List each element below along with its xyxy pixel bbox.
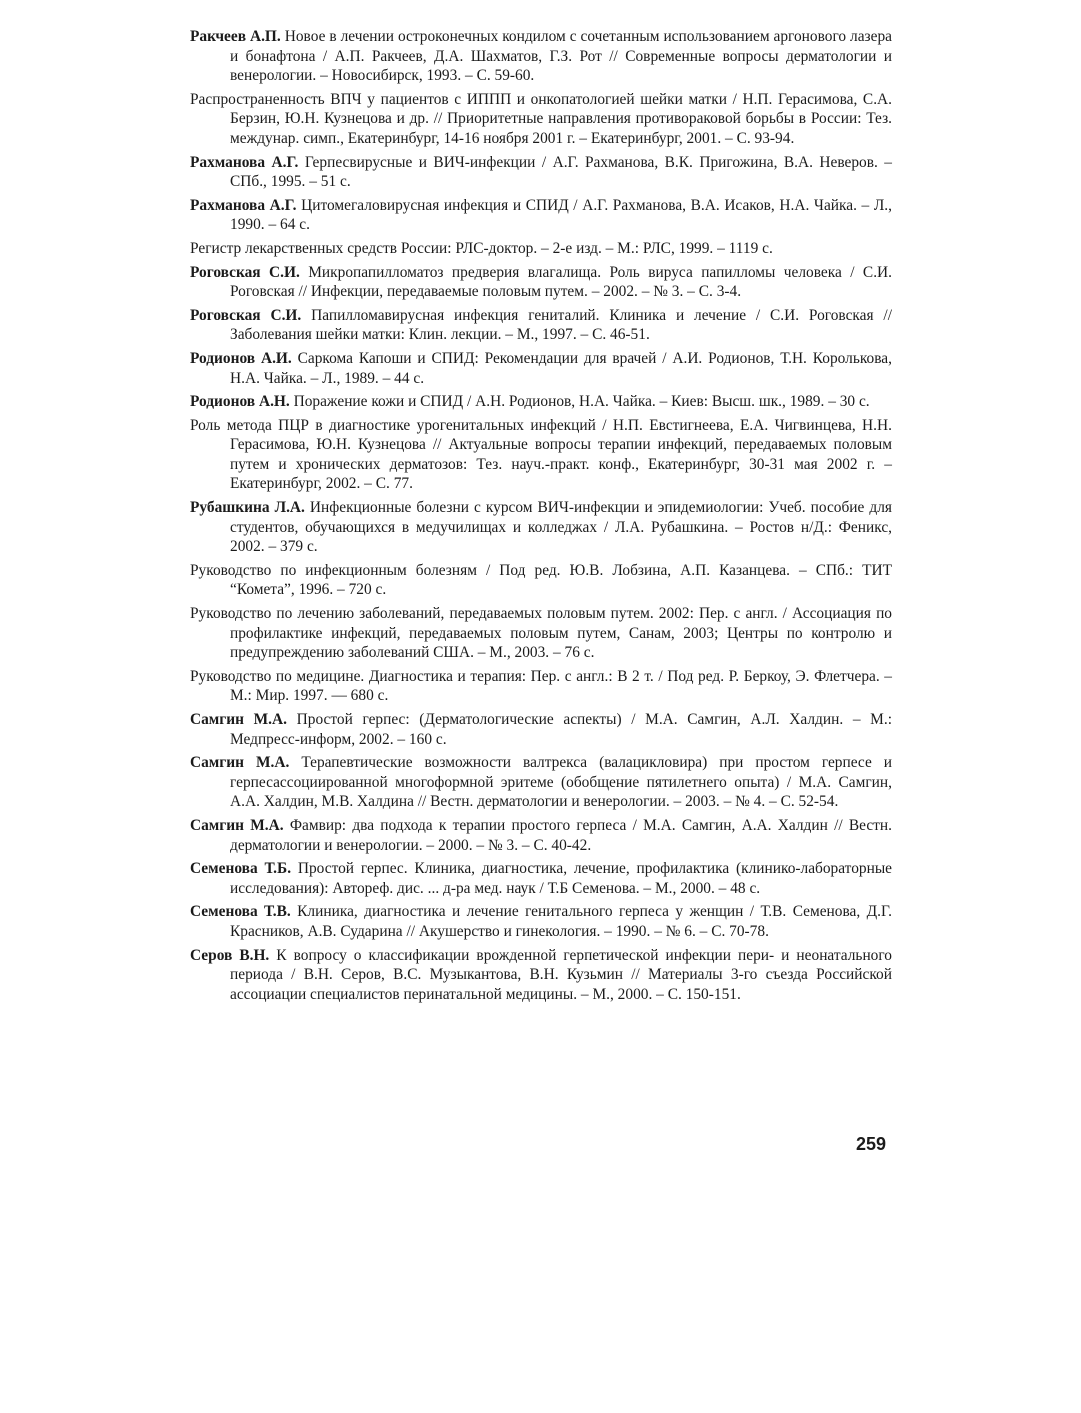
reference-entry — [190, 859, 892, 898]
reference-entry — [190, 306, 892, 345]
reference-author: Рахманова А.Г. — [190, 153, 299, 171]
reference-text: Роль метода ПЦР в диагностике урогенитальных инфекций / Н.П. Евстигнеева, Е.А. Чигвинцева, Н.Н. Герасимова, Ю.Н. Кузнецова // Актуальные вопросы терапии инфекций, передаваемых половым путем и хронических дерматозов: Тез. науч.-практ. конф., Екатеринбург, 30-31 мая 2002 г. – Екатеринбург, 2002. – С. 77. — [190, 416, 892, 493]
reference-entry — [190, 604, 892, 663]
reference-text: Простой герпес: (Дерматологические аспекты) / М.А. Самгин, А.Л. Халдин. – М.: Медпресс-информ, 2002. – 160 с. — [230, 711, 892, 748]
reference-text: Регистр лекарственных средств России: РЛС-доктор. – 2-е изд. – М.: РЛС, 1999. – 1119 с. — [190, 239, 773, 257]
reference-text: Руководство по лечению заболеваний, передаваемых половым путем. 2002: Пер. с англ. / Ассоциация по профилактике инфекций, передаваемых половым путем, Санам, 2003; Центры по контролю и предупреждению заболеваний США. – М., 2003. – 76 с. — [190, 605, 892, 662]
reference-entry — [190, 239, 892, 259]
reference-author: Рубашкина Л.А. — [190, 499, 305, 517]
reference-entry — [190, 710, 892, 749]
reference-text: Инфекционные болезни с курсом ВИЧ-инфекции и эпидемиологии: Учеб. пособие для студентов, обучающихся в медучилищах и колледжах / Л.А. Рубашкина. – Ростов н/Д.: Феникс, 2002. – 379 с. — [230, 499, 893, 556]
reference-author: Роговская С.И. — [190, 306, 302, 324]
reference-text: Цитомегаловирусная инфекция и СПИД / А.Г. Рахманова, В.А. Исаков, Н.А. Чайка. – Л., 1990. – 64 с. — [230, 196, 892, 234]
reference-text: Герпесвирусные и ВИЧ-инфекции / А.Г. Рахманова, В.К. Пригожина, В.А. Неверов. – СПб., 1995. – 51 с. — [230, 153, 893, 191]
reference-entry — [190, 349, 892, 388]
reference-author: Семенова Т.Б. — [190, 860, 292, 878]
reference-author: Родионов А.Н. — [190, 393, 290, 411]
reference-entry — [190, 667, 892, 706]
reference-text: Руководство по инфекционным болезням / Под ред. Ю.В. Лобзина, А.П. Казанцева. – СПб.: ТИТ “Комета”, 1996. – 720 с. — [190, 561, 892, 599]
reference-entry — [190, 946, 892, 1005]
reference-author: Роговская С.И. — [190, 263, 300, 281]
reference-author: Самгин М.А. — [190, 754, 290, 772]
reference-entry — [190, 816, 892, 855]
reference-entry — [190, 416, 892, 494]
reference-entry — [190, 153, 892, 192]
reference-author: Родионов А.И. — [190, 349, 292, 367]
reference-entry — [190, 753, 892, 812]
reference-text: Саркома Капоши и СПИД: Рекомендации для врачей / А.И. Родионов, Т.Н. Королькова, Н.А. Чайка. – Л., 1989. – 44 с. — [230, 349, 892, 387]
reference-author: Самгин М.А. — [190, 816, 284, 834]
reference-entry — [190, 27, 892, 86]
reference-author: Ракчеев А.П. — [190, 28, 281, 45]
reference-text: Распространенность ВПЧ у пациентов с ИППП и онкопатологией шейки матки / Н.П. Герасимова, С.А. Берзин, Ю.Н. Кузнецова и др. // Приоритетные направления противораковой борьбы в России: Тез. междунар. симп., Екатеринбург, 14-16 ноября 2001 г. – Екатеринбург, 2001. – С. 93-94. — [190, 90, 892, 147]
reference-entry — [190, 561, 892, 600]
reference-entry — [190, 90, 892, 149]
reference-entry — [190, 902, 892, 941]
reference-entry — [190, 196, 892, 235]
reference-entry — [190, 498, 892, 557]
reference-text: Руководство по медицине. Диагностика и терапия: Пер. с англ.: В 2 т. / Под ред. Р. Беркоу, Э. Флетчера. – М.: Мир. 1997. — 680 с. — [190, 667, 892, 705]
reference-text: Микропапилломатоз предверия влагалища. Роль вируса папилломы человека / С.И. Роговская // Инфекции, передаваемые половым путем. – 2002. – № 3. – С. 3-4. — [230, 263, 893, 301]
reference-text: Папилломавирусная инфекция гениталий. Клиника и лечение / С.И. Роговская // Заболевания шейки матки: Клин. лекции. – М., 1997. – С. 46-51. — [230, 306, 892, 344]
reference-text: Поражение кожи и СПИД / А.Н. Родионов, Н.А. Чайка. – Киев: Высш. шк., 1989. – 30 с. — [289, 393, 870, 411]
reference-author: Серов В.Н. — [190, 946, 270, 964]
reference-author: Рахманова А.Г. — [190, 196, 297, 214]
reference-text: Простой герпес. Клиника, диагностика, лечение, профилактика (клинико-лабораторные исследования): Автореф. дис. ... д-ра мед. наук / Т.Б Семенова. – М., 2000. – 48 с. — [230, 860, 892, 897]
bibliography-list — [190, 27, 892, 1008]
reference-text: К вопросу о классификации врожденной герпетической инфекции пери- и неонатального периода / В.Н. Серов, В.С. Музыкантова, В.Н. Кузьмин // Материалы 3-го съезда Российской ассоциации специалистов перинатальной медицины. – М., 2000. – С. 150-151. — [230, 946, 892, 1003]
page-number: 259 — [856, 1134, 887, 1154]
reference-text: Терапевтические возможности валтрекса (валацикловира) при простом герпесе и герпесассоциированной многоформной эритеме (обобщение пятилетнего опыта) / М.А. Самгин, А.А. Халдин, М.В. Халдина // Вестн. дерматологии и венерологии. – 2003. – № 4. – С. 52-54. — [230, 754, 892, 811]
reference-entry — [190, 392, 892, 412]
reference-entry — [190, 263, 892, 302]
reference-text: Клиника, диагностика и лечение генитального герпеса у женщин / Т.В. Семенова, Д.Г. Красников, А.В. Сударина // Акушерство и гинекология. – 1990. – № 6. – С. 70-78. — [230, 903, 892, 940]
reference-text: Фамвир: два подхода к терапии простого герпеса / М.А. Самгин, А.А. Халдин // Вестн. дерматологии и венерологии. – 2000. – № 3. – С. 40-42. — [230, 816, 892, 854]
reference-text: Новое в лечении остроконечных кондилом с сочетанным использованием аргонового лазера и бонафтона / А.П. Ракчеев, Д.А. Шахматов, Г.З. Рот // Современные вопросы дерматологии и венерологии. – Новосибирск, 1993. – С. 59-60. — [230, 28, 892, 85]
reference-author: Семенова Т.В. — [190, 903, 291, 921]
reference-author: Самгин М.А. — [190, 711, 287, 728]
